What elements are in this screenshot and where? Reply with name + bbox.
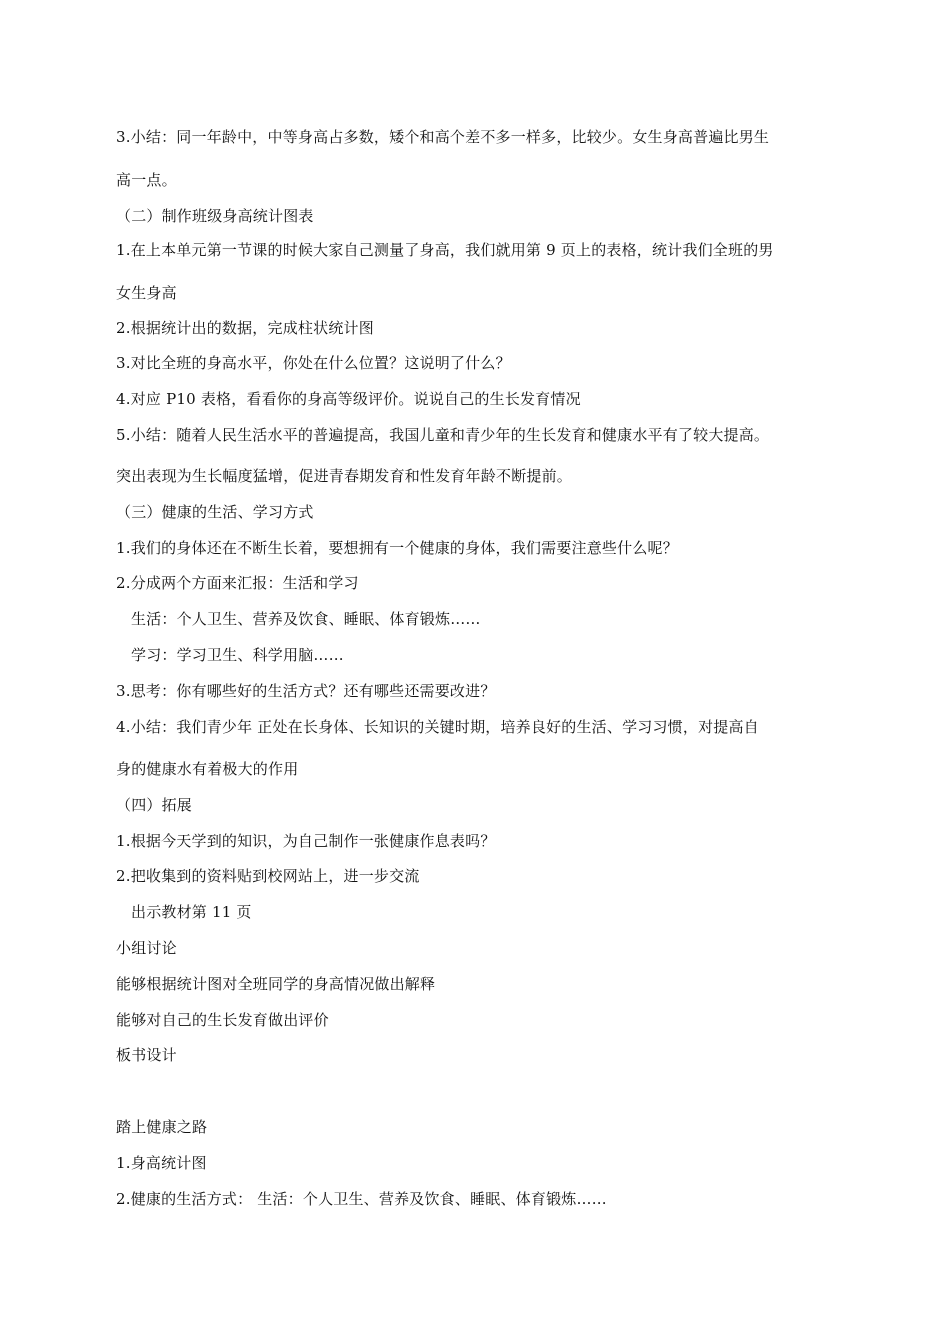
step-1-line-1: 1.在上本单元第一节课的时候大家自己测量了身高，我们就用第 9 页上的表格，统计我们全班的男 (116, 241, 774, 259)
item-1: 1.我们的身体还在不断生长着，要想拥有一个健康的身体，我们需要注意些什么呢？ (116, 539, 678, 557)
summary-line-2: 高一点。 (116, 171, 177, 189)
board-title: 踏上健康之路 (116, 1118, 208, 1136)
step-5-line-1: 5.小结：随着人民生活水平的普遍提高，我国儿童和青少年的生长发育和健康水平有了较大提高。 (116, 426, 770, 444)
item-4-line-2: 身的健康水有着极大的作用 (116, 760, 299, 778)
item-2: 2.分成两个方面来汇报：生活和学习 (116, 574, 359, 592)
section-heading-3: （三）健康的生活、学习方式 (116, 503, 314, 521)
board-design-heading: 板书设计 (116, 1046, 177, 1064)
board-item-2: 2.健康的生活方式： 生活：个人卫生、营养及饮食、睡眠、体育锻炼…… (116, 1190, 607, 1208)
item-2-life: 生活：个人卫生、营养及饮食、睡眠、体育锻炼…… (131, 610, 481, 628)
section-heading-2: （二）制作班级身高统计图表 (116, 207, 314, 225)
summary-line-1: 3.小结：同一年龄中，中等身高占多数，矮个和高个差不多一样多，比较少。女生身高普遍比男生 (116, 128, 770, 146)
board-item-1: 1.身高统计图 (116, 1154, 207, 1172)
group-discussion: 小组讨论 (116, 939, 177, 957)
textbook-note: 出示教材第 11 页 (131, 903, 252, 921)
step-2: 2.根据统计出的数据，完成柱状统计图 (116, 319, 374, 337)
step-5-line-2: 突出表现为生长幅度猛增，促进青春期发育和性发育年龄不断提前。 (116, 467, 573, 485)
goal-2: 能够对自己的生长发育做出评价 (116, 1011, 329, 1029)
item-3: 3.思考：你有哪些好的生活方式？还有哪些还需要改进？ (116, 682, 496, 700)
item-4-line-1: 4.小结：我们青少年 正处在长身体、长知识的关键时期，培养良好的生活、学习习惯，对提高自 (116, 718, 759, 736)
section-heading-4: （四）拓展 (116, 796, 193, 814)
extension-2: 2.把收集到的资料贴到校网站上，进一步交流 (116, 867, 420, 885)
step-3: 3.对比全班的身高水平，你处在什么位置？这说明了什么？ (116, 354, 511, 372)
extension-1: 1.根据今天学到的知识，为自己制作一张健康作息表吗？ (116, 832, 496, 850)
step-4: 4.对应 P10 表格，看看你的身高等级评价。说说自己的生长发育情况 (116, 390, 581, 408)
goal-1: 能够根据统计图对全班同学的身高情况做出解释 (116, 975, 436, 993)
step-1-line-2: 女生身高 (116, 284, 177, 302)
item-2-study: 学习：学习卫生、科学用脑…… (131, 646, 344, 664)
